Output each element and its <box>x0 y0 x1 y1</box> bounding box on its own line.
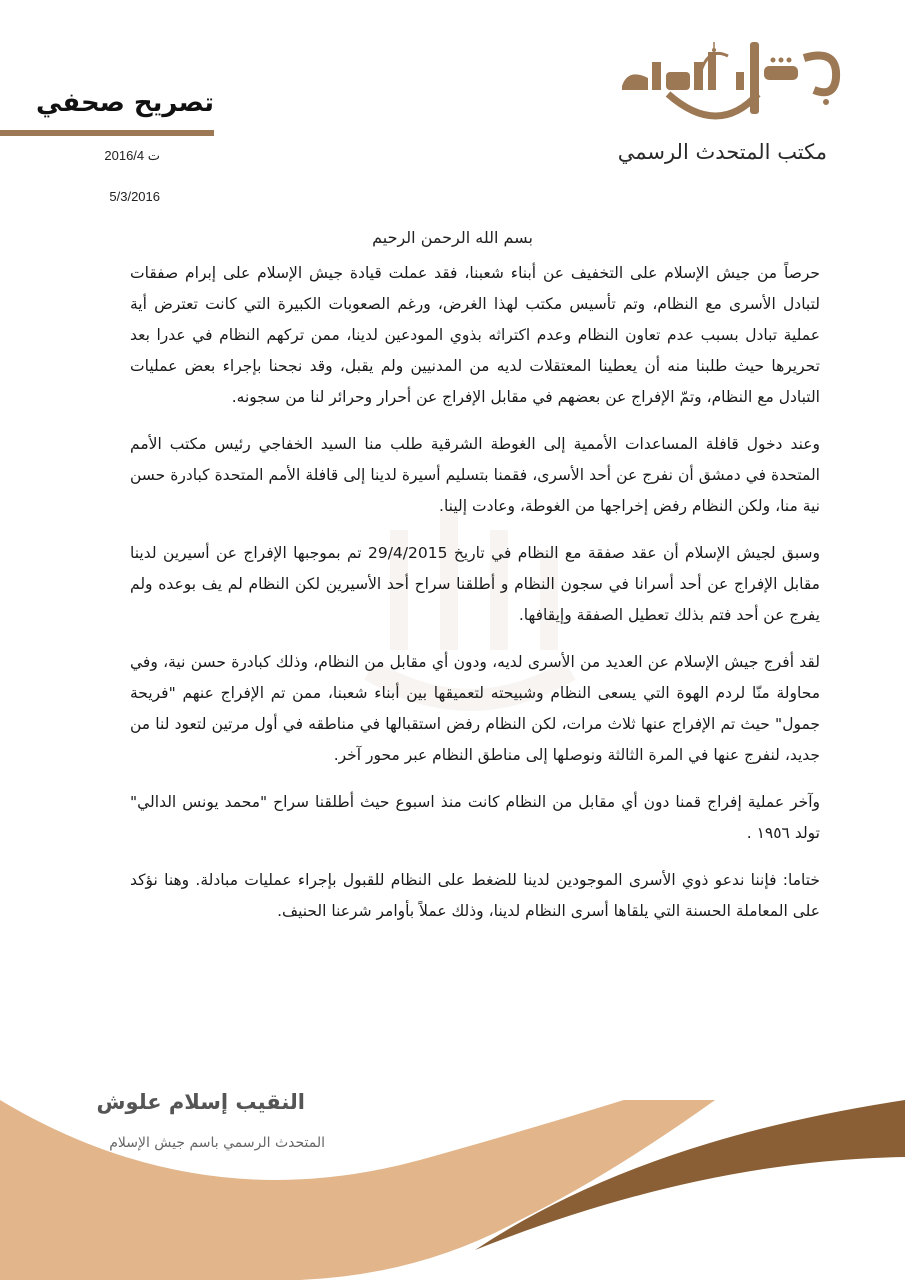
reference-number: ت 2016/4 <box>104 148 160 163</box>
statement-title: تصريح صحفي <box>36 88 214 118</box>
signatory-name: النقيب إسلام علوش <box>96 1090 305 1114</box>
paragraph: ختاما: فإننا ندعو ذوي الأسرى الموجودين لدينا للضغط على النظام للقبول بإجراء عمليات مبادلة. وهنا نؤكد على المعاملة الحسنة التي يلقاها أسرى النظام لدينا، وذلك عملاً بأوامر شرعنا الحنيف. <box>130 871 820 920</box>
statement-body <box>130 258 820 943</box>
paragraph: وعند دخول قافلة المساعدات الأممية إلى الغوطة الشرقية طلب منا السيد الخفاجي رئيس مكتب الأمم المتحدة في دمشق أن نفرج عن أحد الأسرى، فقمنا بتسليم أسيرة لدينا إلى قافلة الأمم المتحدة كبادرة حسن نية منا، ولكن النظام رفض إخراجها من الغوطة، وعادت إلينا. <box>130 435 820 515</box>
title-rule <box>0 130 214 136</box>
paragraph: وآخر عملية إفراج قمنا دون أي مقابل من النظام كانت منذ اسبوع حيث أطلقنا سراح "محمد يونس الدالي" تولد ١٩٥٦ . <box>130 793 820 842</box>
paragraph: لقد أفرج جيش الإسلام عن العديد من الأسرى لديه، ودون أي مقابل من النظام، وذلك كبادرة حسن نية، وفي محاولة منّا لردم الهوة التي يسعى النظام وشبيحته لتعميقها بين أبناء شعبنا، ممن تم الإفراج عنهم "فريحة جمول" حيث تم الإفراج عنها ثلاث مرات، لكن النظام رفض استقبالها في مناطقه في أول مرتين لتعود لنا من جديد، لنفرج عنها في المرة الثالثة ونوصلها إلى مناطق النظام عبر محور آخر. <box>130 653 820 764</box>
signatory-title: المتحدث الرسمي باسم جيش الإسلام <box>109 1135 325 1151</box>
paragraph: حرصاً من جيش الإسلام على التخفيف عن أبناء شعبنا، فقد عملت قيادة جيش الإسلام على إبرام صفقات لتبادل الأسرى مع النظام، وتم تأسيس مكتب لهذا الغرض، ورغم الصعوبات الكبيرة التي كانت تعترض أية عملية تبادل بسبب عدم تعاون النظام وعدم اكتراثه بذوي المودعين لدينا، ممن تركهم النظام في عدرا بعد تحريرها حيث طلبنا منه أن يعطينا المعتقلات لديه من المدنيين ولم يقبل، وقد نجحنا بإجراء بعض عمليات التبادل مع النظام، وتمّ الإفراج عن بعضهم في مقابل الإفراج عن أحرار وحرائر لنا من سجونه. <box>130 264 820 406</box>
army-logo-icon <box>608 38 848 128</box>
office-title: مكتب المتحدث الرسمي <box>617 140 827 164</box>
basmala: بسم الله الرحمن الرحيم <box>372 228 533 247</box>
paragraph: وسبق لجيش الإسلام أن عقد صفقة مع النظام في تاريخ 29/4/2015 تم بموجبها الإفراج عن أسيرين لدينا مقابل الإفراج عن أحد أسرانا في سجون النظام و أطلقنا سراح أحد الأسيرين لكن النظام لم يف بوعده ولم يفرج عن أحد فتم بذلك تعطيل الصفقة وإيقافها. <box>130 544 820 624</box>
decorative-swoosh-icon <box>0 1100 905 1280</box>
statement-date: 5/3/2016 <box>109 189 160 204</box>
